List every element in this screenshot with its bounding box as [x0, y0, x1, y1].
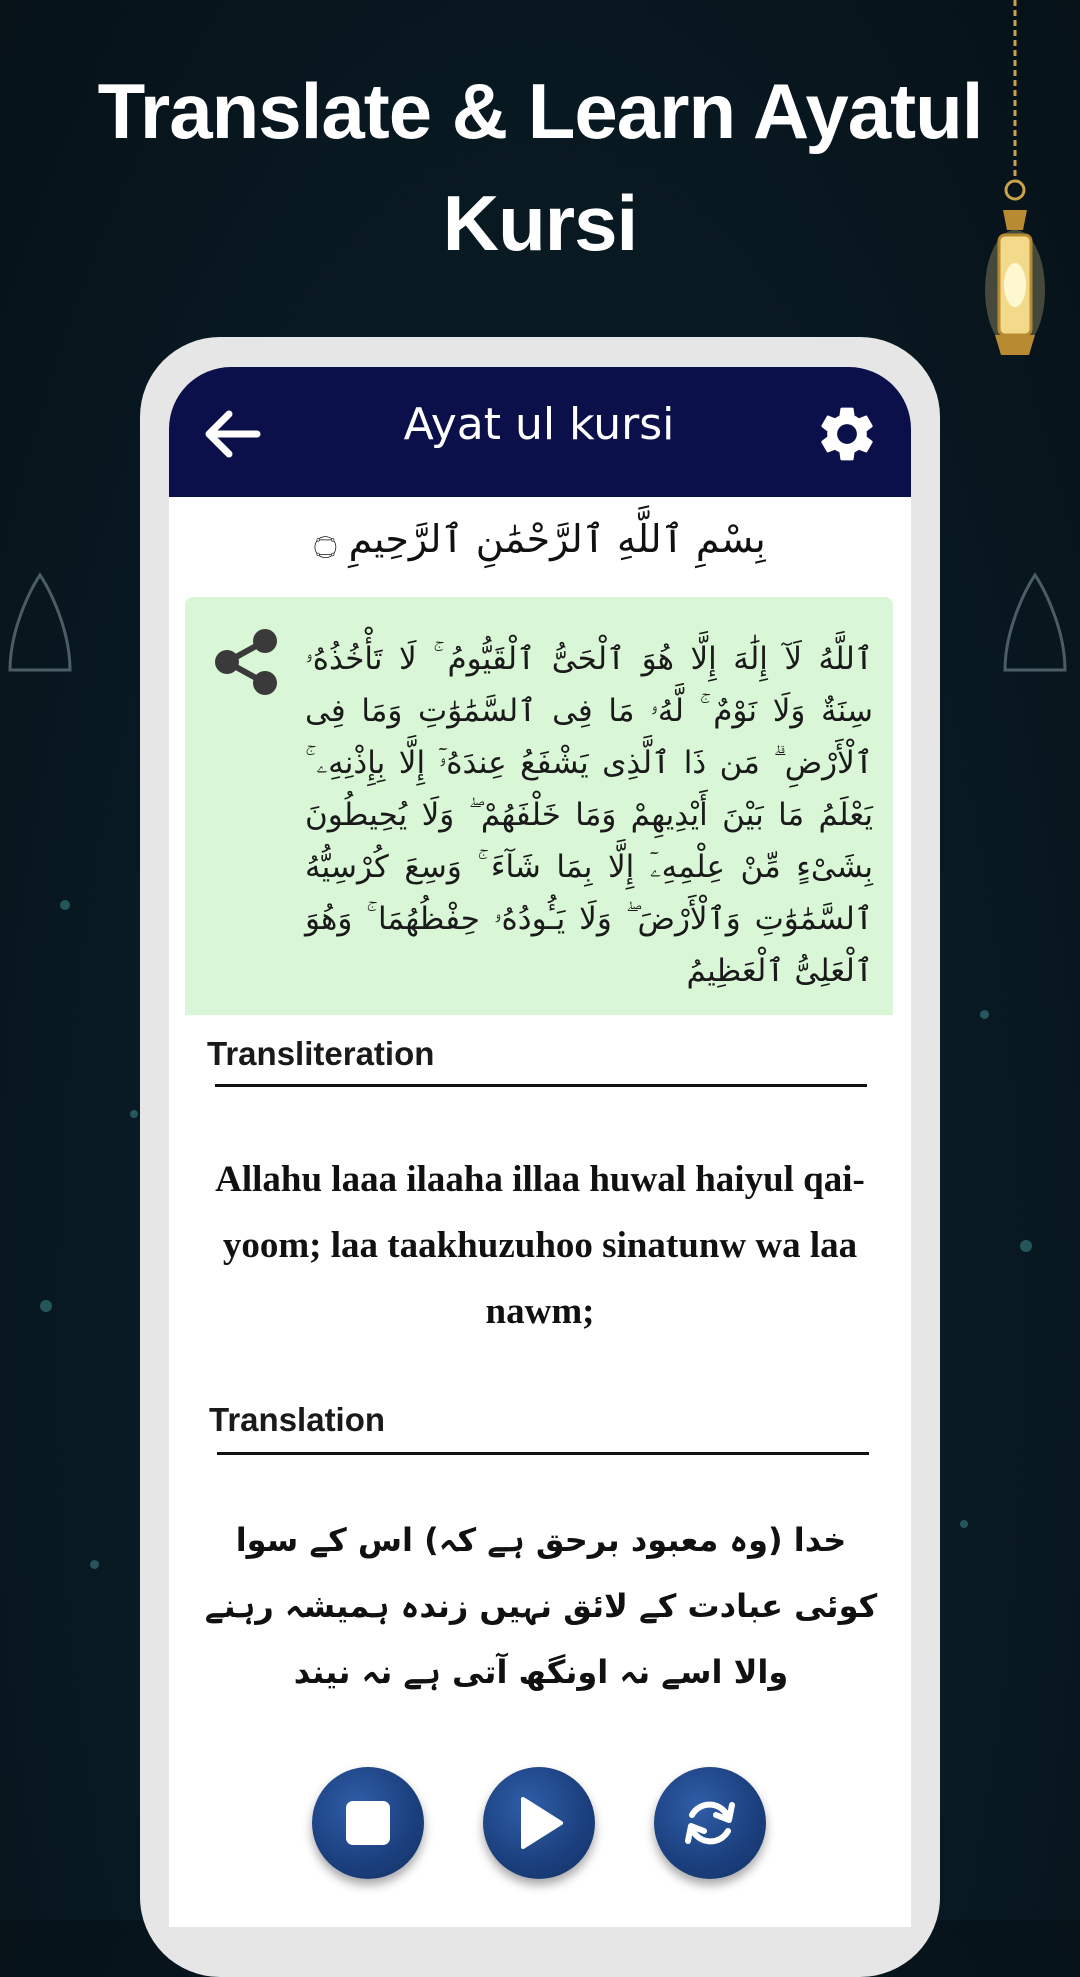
bokeh-dot [60, 900, 70, 910]
app-bar [169, 367, 911, 497]
play-icon [509, 1793, 569, 1853]
divider [217, 1452, 869, 1455]
play-button[interactable] [483, 1767, 595, 1879]
bismillah-text: بِسْمِ ٱللَّهِ ٱلرَّحْمَٰنِ ٱلرَّحِيمِ ۝ [314, 517, 766, 561]
bokeh-dot [1020, 1240, 1032, 1252]
divider [215, 1084, 867, 1087]
page-title: Ayat ul kursi [403, 399, 675, 450]
transliteration-text: Allahu laaa ilaaha illaa huwal haiyul qai-yoom; laa taakhuzuhoo sinatunw wa laa nawm; [215, 1159, 865, 1332]
arabic-verse-card [185, 597, 893, 1015]
gear-icon[interactable] [814, 401, 880, 467]
bokeh-dot [980, 1010, 989, 1019]
hero-title: Translate & Learn Ayatul Kursi [97, 67, 983, 267]
bokeh-dot [90, 1560, 99, 1569]
praying-hands-icon [995, 570, 1075, 680]
repeat-button[interactable] [654, 1767, 766, 1879]
stop-icon [338, 1793, 398, 1853]
bokeh-dot [960, 1520, 968, 1528]
praying-hands-icon [0, 570, 80, 680]
translation-text: خدا (وہ معبود برحق ہے کہ) اس کے سوا کوئی عبادت کے لائق نہیں زندہ ہمیشہ رہنے والا اسے نہ اونگھ آتی ہے نہ نیند [204, 1521, 878, 1691]
app-screen [169, 367, 911, 1927]
share-icon[interactable] [211, 627, 281, 697]
bokeh-dot [40, 1300, 52, 1312]
transliteration-label: Transliteration [207, 1035, 435, 1072]
repeat-icon [680, 1793, 740, 1853]
translation-label: Translation [209, 1401, 386, 1438]
arrow-left-icon[interactable] [199, 402, 263, 466]
arabic-verse-text: ٱللَّهُ لَآ إِلَٰهَ إِلَّا هُوَ ٱلْحَىُّ ٱلْقَيُّومُ ۚ لَا تَأْخُذُهُۥ سِنَةٌ وَلَا نَوْمٌ ۚ لَّهُۥ مَا فِى ٱلسَّمَٰوَٰتِ وَمَا فِى ٱلْأَرْضِ ۗ مَن ذَا ٱلَّذِى يَشْفَعُ عِندَهُۥٓ إِلَّا بِإِذْنِهِۦ ۚ يَعْلَمُ مَا بَيْنَ أَيْدِيهِمْ وَمَا خَلْفَهُمْ ۖ وَلَا يُحِيطُونَ بِشَىْءٍ مِّنْ عِلْمِهِۦٓ إِلَّا بِمَا شَآءَ ۚ وَسِعَ كُرْسِيُّهُ ٱلسَّمَٰوَٰتِ وَٱلْأَرْضَ ۖ وَلَا يَـُٔودُهُۥ حِفْظُهُمَا ۚ وَهُوَ ٱلْعَلِىُّ ٱلْعَظِيمُ [305, 641, 873, 989]
stop-button[interactable] [312, 1767, 424, 1879]
bokeh-dot [130, 1110, 138, 1118]
lantern-icon [985, 0, 1045, 380]
